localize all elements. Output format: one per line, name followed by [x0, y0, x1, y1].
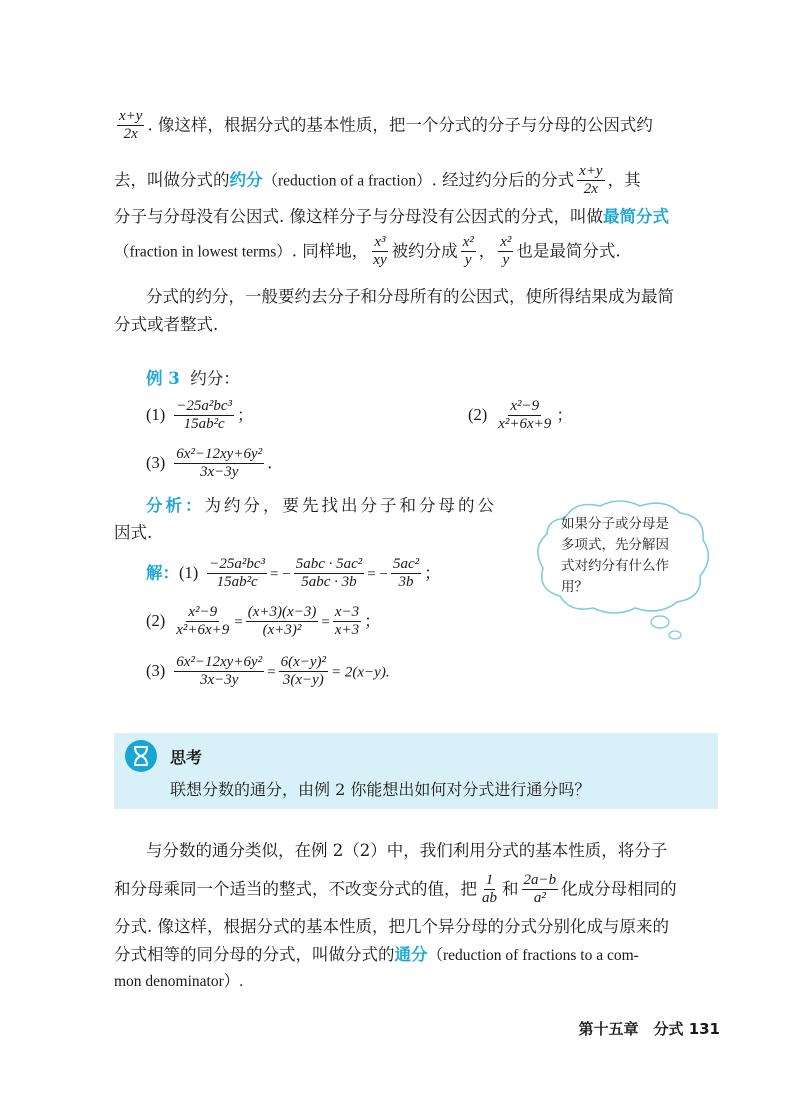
think-body: 联想分数的通分，由例 2 你能想出如何对分式进行通分吗？	[170, 780, 591, 799]
fraction-1-over-ab: $\frac{1}{ab}$	[482, 872, 497, 907]
solution-step-1: 解：(1) $\frac{\text{−25a²bc³}}{\text{15ab²c}}$ = − $\frac{\text{5abc · 5ac²}}{\text{5abc · 3b}}$ = − $\frac{\text{5ac²}}{3b}$ ；	[146, 556, 441, 591]
solution-step-2: (2) $\frac{\text{x²−9}}{\text{x²+6x+9}}$ = $\frac{(x+3)(x-3)}{\text{(x+3)²}}$ = $\frac{x-3}{x+3}$ ；	[146, 604, 381, 639]
think-title: 思考	[170, 748, 203, 767]
example-label: 例 3	[146, 369, 180, 388]
solution-1-frac-2: $\frac{\text{5abc · 5ac²}}{\text{5abc · 3b}}$	[295, 556, 363, 591]
example-problem-3: (3) $\frac{\text{6x²−12xy+6y²}}{3x-3y}$ .	[146, 446, 273, 481]
fraction-2a-b-over-a2: $\frac{2a-b}{\text{a²}}$	[523, 872, 557, 907]
solution-1-frac-1: $\frac{\text{−25a²bc³}}{\text{15ab²c}}$	[209, 556, 266, 591]
intro-line-3: 分子与分母没有公因式. 像这样分子与分母没有公因式的分式，叫做最简分式	[114, 207, 669, 226]
fraction-c: $\frac{\text{x²}}{y}$	[500, 234, 512, 269]
example-problem-1: (1) $\frac{\text{−25a²bc³}}{\text{15ab²c}}$ ；	[146, 398, 254, 433]
fraction-b: $\frac{\text{x²}}{y}$	[462, 234, 474, 269]
analysis-label: 分析：	[146, 496, 205, 515]
example-problem-2: (2) $\frac{\text{x²−9}}{\text{x²+6x+9}}$ ；	[468, 398, 573, 433]
para3-line-5: mon denominator）.	[114, 973, 244, 990]
para2-line-2: 分式或者整式.	[114, 315, 219, 334]
analysis-line-2: 因式.	[114, 523, 153, 542]
solution-2-frac-3: $\frac{x-3}{x+3}$	[334, 604, 360, 639]
page-footer	[560, 1018, 720, 1039]
problem-1-fraction: $\frac{\text{−25a²bc³}}{\text{15ab²c}}$	[176, 398, 233, 433]
solution-2-frac-2: $\frac{(x+3)(x-3)}{\text{(x+3)²}}$	[247, 604, 317, 639]
intro-line-2: 去，叫做分式的约分（reduction of a fraction）. 经过约分后的分式 $\frac{x+y}{2x}$ ，其	[114, 163, 641, 198]
cloud-text: 如果分子或分母是多项式，先分解因式对约分有什么作用？	[561, 516, 669, 595]
example-heading: 例 3 约分：	[146, 369, 240, 388]
fraction-lead: $\frac{x+y}{2x}$	[119, 108, 143, 143]
problem-2-fraction: $\frac{\text{x²−9}}{\text{x²+6x+9}}$	[498, 398, 552, 433]
solution-3-frac-2: $\frac{\text{6(x−y)²}}{3(x-y)}$	[280, 654, 327, 689]
solution-step-3: (3) $\frac{\text{6x²−12xy+6y²}}{3x-3y}$ = $\frac{\text{6(x−y)²}}{3(x-y)}$ = 2(x−y).	[146, 654, 390, 689]
fraction-result: $\frac{x+y}{2x}$	[579, 163, 603, 198]
para3-line-3: 分式. 像这样，根据分式的基本性质，把几个异分母的分式分别化成与原来的	[114, 917, 669, 936]
solution-3-frac-1: $\frac{\text{6x²−12xy+6y²}}{3x-3y}$	[176, 654, 263, 689]
intro-line-1: $\frac{x+y}{2x}$ . 像这样，根据分式的基本性质，把一个分式的分子与分母的公因式约	[119, 108, 653, 143]
solution-label: 解：	[146, 563, 179, 583]
think-box	[114, 733, 718, 809]
chapter-label: 第十五章 分式	[578, 1020, 684, 1038]
solution-1-frac-3: $\frac{\text{5ac²}}{3b}$	[392, 556, 420, 591]
analysis-line-1: 分析：为约分，要先找出分子和分母的公	[146, 496, 497, 515]
solution-2-frac-1: $\frac{\text{x²−9}}{\text{x²+6x+9}}$	[176, 604, 230, 639]
para2-line-1: 分式的约分，一般要约去分子和分母所有的公因式，使所得结果成为最简	[146, 287, 674, 306]
term-simplest: 最简分式	[603, 207, 669, 226]
problem-3-fraction: $\frac{\text{6x²−12xy+6y²}}{3x-3y}$	[176, 446, 263, 481]
term-common-denominator: 通分	[394, 945, 428, 964]
fraction-a: $\frac{\text{x³}}{xy}$	[373, 234, 387, 269]
hourglass-icon	[124, 739, 158, 773]
para3-line-1: 与分数的通分类似，在例 2（2）中，我们利用分式的基本性质，将分子	[146, 841, 668, 860]
para3-line-2: 和分母乘同一个适当的整式，不改变分式的值，把 $\frac{1}{ab}$ 和 $\frac{2a-b}{\text{a²}}$ 化成分母相同的	[114, 872, 677, 907]
page-number: 131	[688, 1020, 720, 1038]
term-reduction: 约分	[229, 170, 263, 190]
para3-line-4: 分式相等的同分母的分式，叫做分式的通分（reduction of fractions to a com-	[114, 945, 639, 964]
intro-line-4: （fraction in lowest terms）. 同样地， $\frac{\text{x³}}{xy}$ 被约分成 $\frac{\text{x²}}{y}$ ， $\frac{\text{x²}}{y}$ 也是最简分式.	[114, 234, 621, 269]
